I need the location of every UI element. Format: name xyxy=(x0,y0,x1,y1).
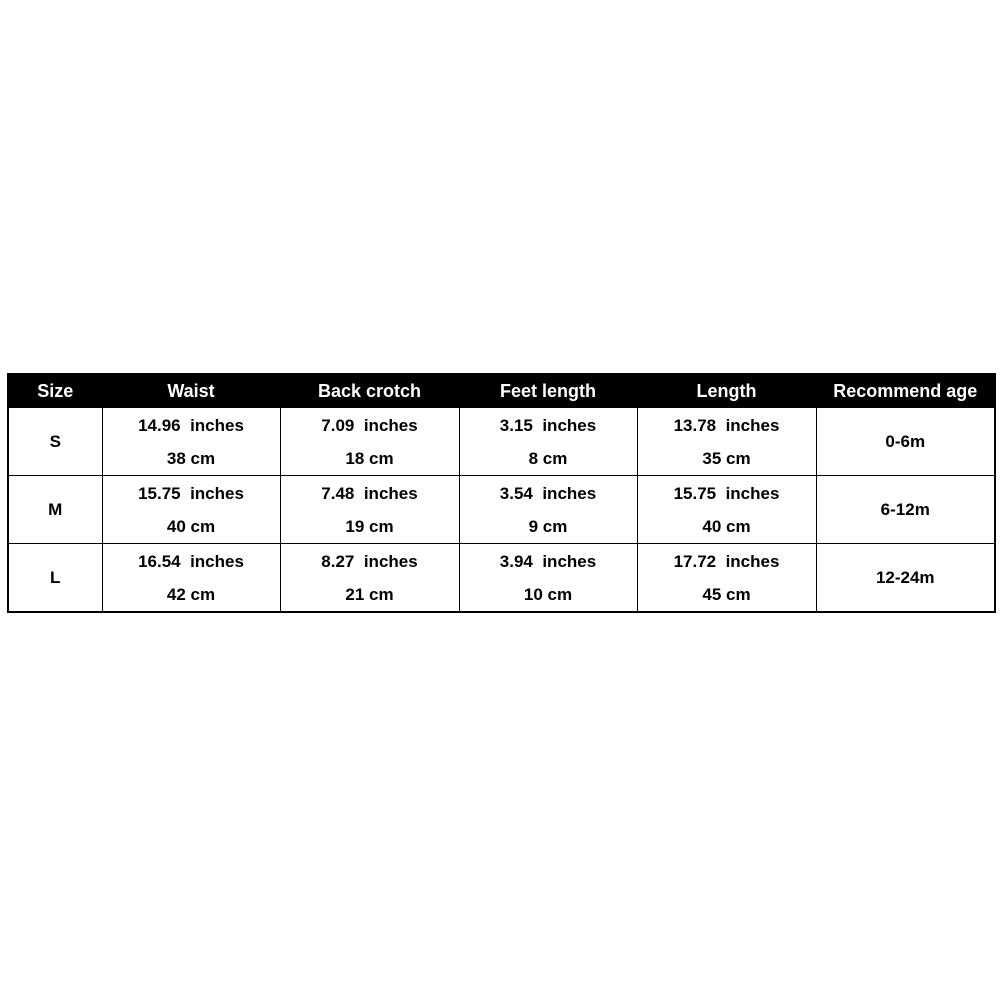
header-length: Length xyxy=(637,374,816,408)
waist-inches: 16.54 inches xyxy=(138,551,244,571)
length-cell xyxy=(637,476,816,544)
waist-inches: 15.75 inches xyxy=(138,483,244,503)
table-row xyxy=(8,544,995,613)
length-cm: 35 cm xyxy=(702,448,751,468)
header-feet-length: Feet length xyxy=(459,374,637,408)
length-inches: 17.72 inches xyxy=(673,551,780,571)
waist-inches: 14.96 inches xyxy=(138,415,244,435)
feet-length-cell xyxy=(459,544,637,613)
size-cell: L xyxy=(8,544,102,613)
feet-length-inches: 3.15 inches xyxy=(499,415,597,435)
feet-length-cell xyxy=(459,476,637,544)
header-back-crotch: Back crotch xyxy=(280,374,459,408)
waist-cell xyxy=(102,476,280,544)
length-cell xyxy=(637,408,816,476)
length-inches: 15.75 inches xyxy=(673,483,780,503)
back-crotch-cm: 21 cm xyxy=(345,584,394,604)
header-size: Size xyxy=(8,374,102,408)
size-cell: S xyxy=(49,431,61,451)
table-body xyxy=(8,408,995,612)
table-row xyxy=(8,408,995,476)
feet-length-cm: 9 cm xyxy=(528,516,568,536)
header-row xyxy=(8,374,995,408)
feet-length-inches: 3.94 inches xyxy=(499,551,597,571)
back-crotch-inches: 7.48 inches xyxy=(321,483,418,503)
length-cm: 40 cm xyxy=(702,516,751,536)
table-header xyxy=(8,374,995,408)
size-chart-table xyxy=(7,373,996,613)
waist-cm: 42 cm xyxy=(166,584,216,604)
back-crotch-inches: 7.09 inches xyxy=(321,415,418,435)
back-crotch-cell xyxy=(280,476,459,544)
waist-cm: 40 cm xyxy=(166,516,216,536)
waist-cell xyxy=(102,408,280,476)
waist-cm: 38 cm xyxy=(166,448,216,468)
back-crotch-cm: 18 cm xyxy=(345,448,394,468)
size-cell: M xyxy=(8,476,102,544)
age-cell: 6-12m xyxy=(816,476,995,544)
back-crotch-cm: 19 cm xyxy=(345,516,394,536)
feet-length-inches: 3.54 inches xyxy=(499,483,597,503)
back-crotch-cell xyxy=(280,544,459,613)
feet-length-cm: 10 cm xyxy=(523,584,573,604)
age-cell: 12-24m xyxy=(816,544,995,613)
back-crotch-cell xyxy=(280,408,459,476)
age-cell: 0-6m xyxy=(816,408,995,476)
length-cm: 45 cm xyxy=(702,584,751,604)
feet-length-cell xyxy=(459,408,637,476)
header-waist: Waist xyxy=(102,374,280,408)
length-cell xyxy=(637,544,816,613)
back-crotch-inches: 8.27 inches xyxy=(321,551,418,571)
feet-length-cm: 8 cm xyxy=(528,448,568,468)
table-row xyxy=(8,476,995,544)
waist-cell xyxy=(102,544,280,613)
length-inches: 13.78 inches xyxy=(673,415,780,435)
header-recommend-age: Recommend age xyxy=(816,374,995,408)
